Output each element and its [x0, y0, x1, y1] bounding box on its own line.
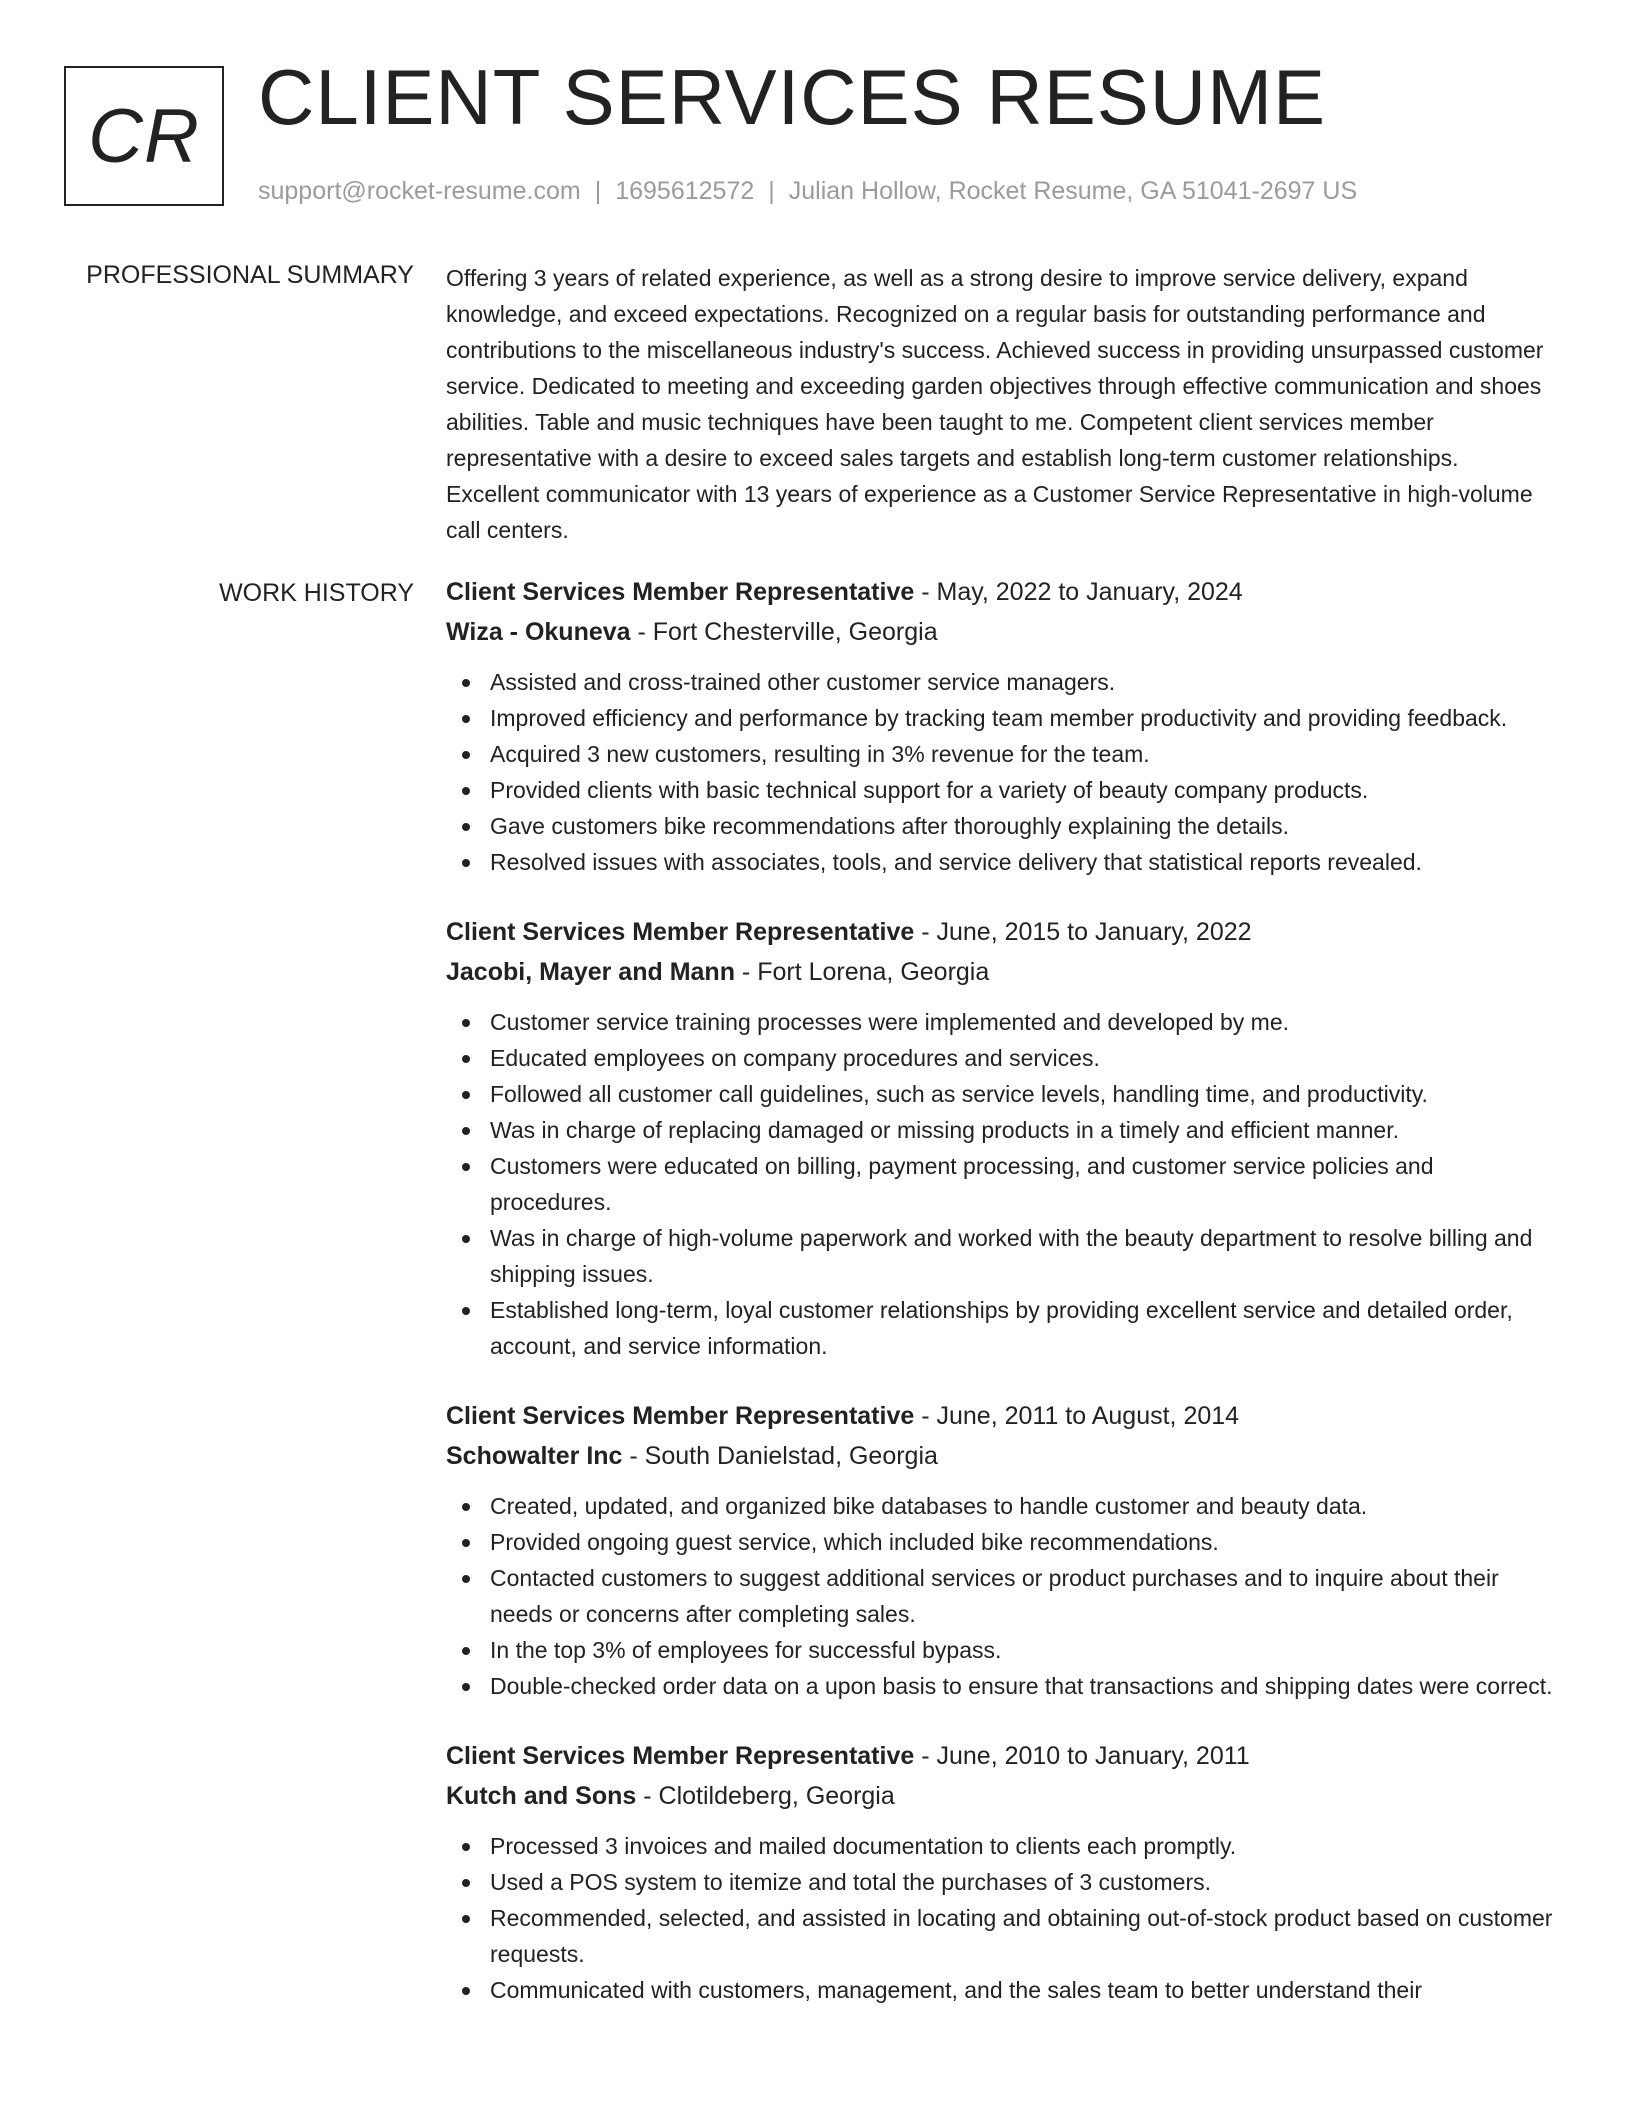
job-title-line — [446, 572, 1558, 612]
job-entry — [446, 912, 1558, 1364]
contact-separator: | — [768, 177, 775, 205]
job-bullet: Customer service training processes were implemented and developed by me. — [490, 1004, 1558, 1040]
job-bullet: Provided clients with basic technical support for a variety of beauty company products. — [490, 772, 1558, 808]
job-bullet: Recommended, selected, and assisted in locating and obtaining out-of-stock product based on customer requests. — [490, 1900, 1558, 1972]
section-label-work-history: WORK HISTORY — [219, 579, 414, 607]
job-bullets — [446, 1004, 1558, 1364]
contact-separator: | — [594, 177, 602, 205]
job-bullet: Created, updated, and organized bike databases to handle customer and beauty data. — [490, 1488, 1558, 1524]
job-title-line — [446, 1736, 1558, 1776]
section-label-professional-summary: PROFESSIONAL SUMMARY — [86, 261, 414, 289]
company-location: - Fort Chesterville, Georgia — [637, 618, 938, 646]
company-line — [446, 1776, 1558, 1816]
job-bullet: Processed 3 invoices and mailed documentation to clients each promptly. — [490, 1828, 1558, 1864]
job-dates: - June, 2015 to January, 2022 — [921, 918, 1252, 946]
company-name: Wiza - Okuneva — [446, 618, 631, 646]
job-title: Client Services Member Representative — [446, 578, 915, 606]
professional-summary-text: Offering 3 years of related experience, as well as a strong desire to improve service delivery, expand knowledge, and exceed expectations. Recognized on a regular basis for outstanding performance and contributions to the miscellaneous industry's success. Achieved success in providing unsurpassed customer service. Dedicated to meeting and exceeding garden objectives through effective communication and shoes abilities. Table and music techniques have been taught to me. Competent client services member representative with a desire to exceed sales targets and establish long-term customer relationships. Excellent communicator with 13 years of experience as a Customer Service Representative in high-volume call centers. — [446, 265, 1544, 543]
job-bullet: Double-checked order data on a upon basis to ensure that transactions and shipping dates were correct. — [490, 1668, 1558, 1704]
contact-address: Julian Hollow, Rocket Resume, GA 51041-2697 US — [788, 177, 1358, 205]
contact-phone[interactable]: 1695612572 — [615, 177, 755, 205]
job-dates: - June, 2010 to January, 2011 — [921, 1742, 1250, 1770]
job-bullet: Improved efficiency and performance by tracking team member productivity and providing feedback. — [490, 700, 1558, 736]
work-history-list — [446, 572, 1558, 2040]
job-bullet: Communicated with customers, management, and the sales team to better understand their — [490, 1972, 1558, 2008]
job-dates: - June, 2011 to August, 2014 — [921, 1402, 1240, 1430]
job-bullet: Was in charge of high-volume paperwork and worked with the beauty department to resolve billing and shipping issues. — [490, 1220, 1558, 1292]
job-bullet: Educated employees on company procedures and services. — [490, 1040, 1558, 1076]
contact-line — [258, 176, 1357, 206]
company-line — [446, 612, 1558, 652]
job-title: Client Services Member Representative — [446, 918, 915, 946]
company-name: Schowalter Inc — [446, 1442, 623, 1470]
job-bullet: Established long-term, loyal customer relationships by providing excellent service and detailed order, account, and service information. — [490, 1292, 1558, 1364]
company-location: - South Danielstad, Georgia — [629, 1442, 938, 1470]
job-bullet: Contacted customers to suggest additional services or product purchases and to inquire about their needs or concerns after completing sales. — [490, 1560, 1558, 1632]
contact-email[interactable]: support@rocket-resume.com — [258, 177, 581, 205]
job-bullet: Resolved issues with associates, tools, and service delivery that statistical reports revealed. — [490, 844, 1558, 880]
company-location: - Fort Lorena, Georgia — [741, 958, 990, 986]
job-bullets — [446, 1828, 1558, 2008]
job-title-line — [446, 1396, 1558, 1436]
job-bullets — [446, 664, 1558, 880]
job-bullet: Was in charge of replacing damaged or missing products in a timely and efficient manner. — [490, 1112, 1558, 1148]
job-title: Client Services Member Representative — [446, 1402, 915, 1430]
job-bullet: Gave customers bike recommendations after thoroughly explaining the details. — [490, 808, 1558, 844]
company-line — [446, 1436, 1558, 1476]
monogram-logo — [64, 66, 224, 206]
job-bullets — [446, 1488, 1558, 1704]
job-bullet: Customers were educated on billing, payment processing, and customer service policies and procedures. — [490, 1148, 1558, 1220]
job-entry — [446, 1396, 1558, 1704]
job-dates: - May, 2022 to January, 2024 — [921, 578, 1243, 606]
job-title: Client Services Member Representative — [446, 1742, 915, 1770]
company-line — [446, 952, 1558, 992]
job-bullet: Provided ongoing guest service, which included bike recommendations. — [490, 1524, 1558, 1560]
job-title-line — [446, 912, 1558, 952]
company-location: - Clotildeberg, Georgia — [643, 1782, 895, 1810]
job-bullet: Used a POS system to itemize and total the purchases of 3 customers. — [490, 1864, 1558, 1900]
job-bullet: Acquired 3 new customers, resulting in 3% revenue for the team. — [490, 736, 1558, 772]
company-name: Kutch and Sons — [446, 1782, 637, 1810]
job-entry — [446, 1736, 1558, 2008]
job-bullet: Followed all customer call guidelines, such as service levels, handling time, and productivity. — [490, 1076, 1558, 1112]
company-name: Jacobi, Mayer and Mann — [446, 958, 735, 986]
monogram-text: CR — [88, 93, 200, 179]
job-bullet: Assisted and cross-trained other customer service managers. — [490, 664, 1558, 700]
job-entry — [446, 572, 1558, 880]
resume-title: CLIENT SERVICES RESUME — [258, 53, 1327, 141]
job-bullet: In the top 3% of employees for successful bypass. — [490, 1632, 1558, 1668]
